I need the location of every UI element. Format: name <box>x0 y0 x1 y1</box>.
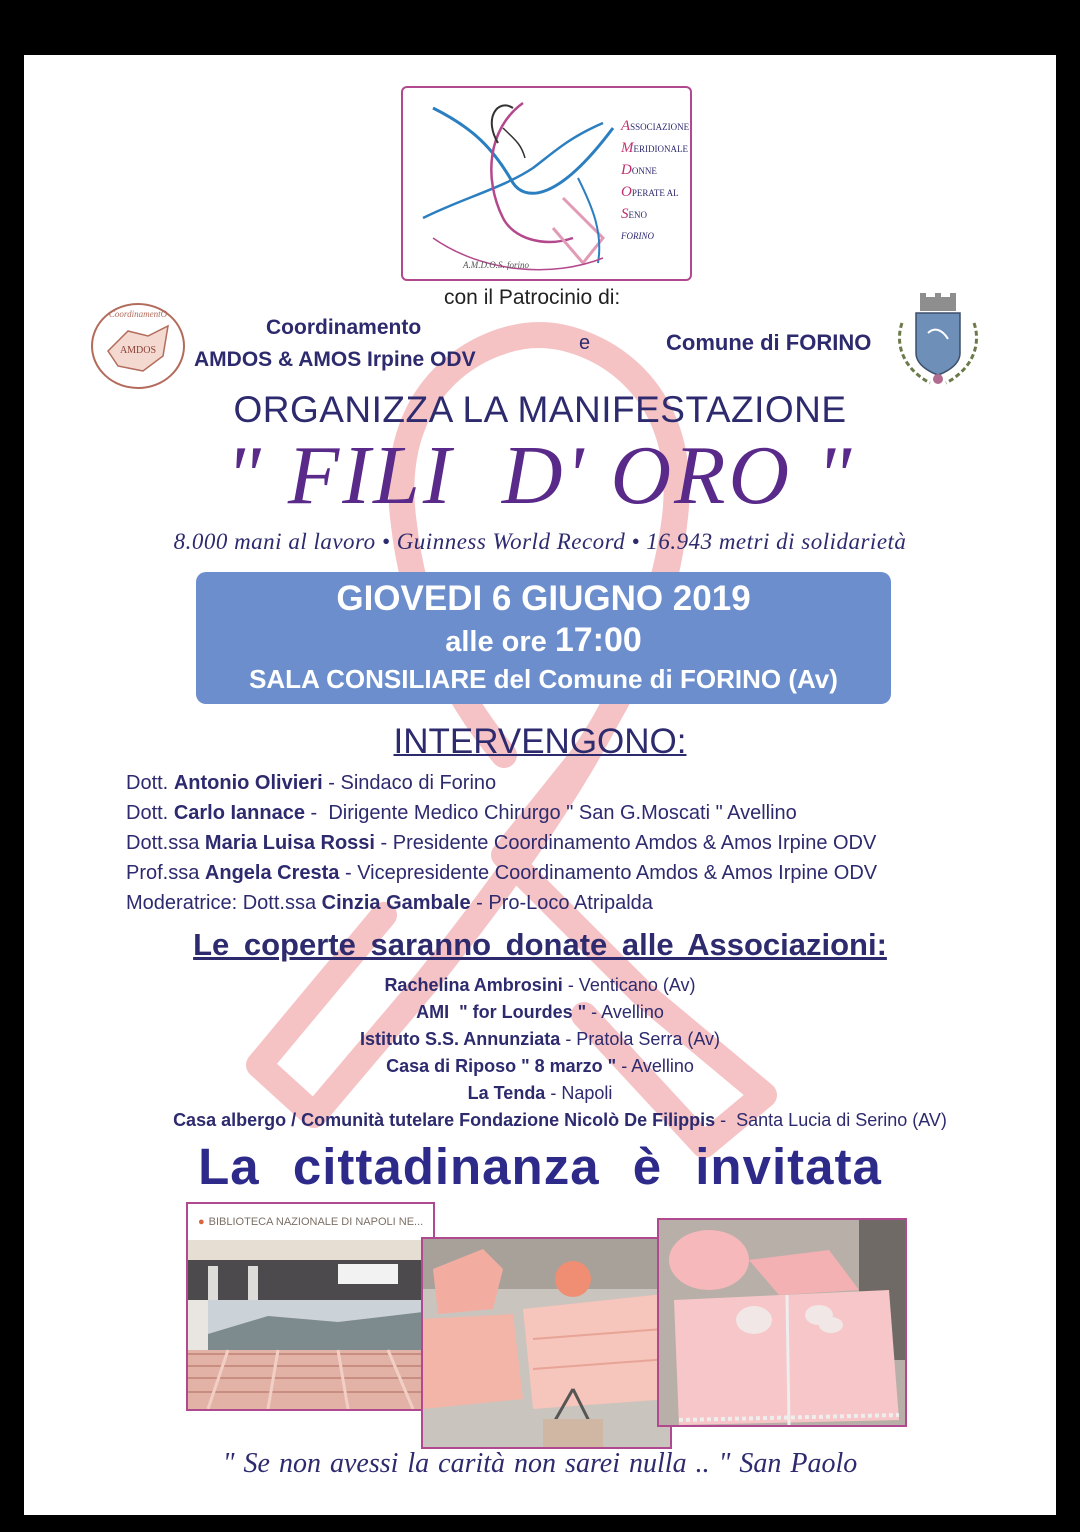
knitting-scene <box>423 1239 670 1447</box>
library-photo <box>186 1202 435 1411</box>
forino-coat-of-arms-icon <box>890 293 986 391</box>
acronym-place: FORINO <box>621 231 654 241</box>
speaker-row: Dott. Carlo Iannace - Dirigente Medico Chirurgo " San G.Moscati " Avellino <box>126 802 797 824</box>
associations-heading: Le coperte saranno donate alle Associazioni: <box>193 927 887 962</box>
speaker-row: Dott. Antonio Olivieri - Sindaco di Forino <box>126 772 497 794</box>
event-title: " FILI D' ORO " <box>225 429 855 522</box>
invitation-banner: La cittadinanza è invitata <box>198 1138 882 1195</box>
logo-arc-text: A.M.D.O.S. forino <box>463 260 529 270</box>
coordinamento-title: Coordinamento <box>266 316 422 339</box>
association-row: AMI " for Lourdes " - Avellino <box>416 1002 664 1022</box>
comune-label: Comune di FORINO <box>666 330 872 355</box>
acronym-line: DONNE <box>621 162 657 178</box>
event-venue: SALA CONSILIARE del Comune di FORINO (Av) <box>249 664 838 694</box>
event-tagline: 8.000 mani al lavoro • Guinness World Record • 16.943 metri di solidarietà <box>173 529 907 554</box>
acronym-line: SENO <box>621 206 647 222</box>
associations-list <box>24 972 1056 1134</box>
speaker-row: Dott.ssa Maria Luisa Rossi - Presidente Coordinamento Amdos & Amos Irpine ODV <box>126 832 877 854</box>
date-panel <box>196 572 891 704</box>
speaker-row: Prof.ssa Angela Cresta - Vicepresidente Coordinamento Amdos & Amos Irpine ODV <box>126 862 878 884</box>
association-row: Istituto S.S. Annunziata - Pratola Serra (Av) <box>359 1029 721 1049</box>
event-time: 17:00 <box>554 621 642 659</box>
closing-quote: " Se non avessi la carità non sarei nulla .. " San Paolo <box>222 1448 858 1479</box>
photo-caption-bar: ● BIBLIOTECA NAZIONALE DI NAPOLI NE... <box>188 1204 433 1240</box>
badge-top-text: CoordinamentO <box>108 309 168 319</box>
dove-woman-icon <box>403 88 623 278</box>
coordinamento-badge-icon <box>88 301 188 391</box>
library-scene <box>188 1204 433 1409</box>
time-prefix: alle ore <box>445 626 547 658</box>
association-row: Casa albergo / Comunità tutelare Fondazione Nicolò De Filippis - Santa Lucia di Serino (AV) <box>173 1110 947 1130</box>
badge-center-text: AMDOS <box>119 345 157 356</box>
event-time-line <box>196 621 891 660</box>
association-row: Casa di Riposo " 8 marzo " - Avellino <box>386 1056 694 1076</box>
amdos-logo <box>401 86 692 281</box>
poster <box>24 55 1056 1515</box>
speakers-list <box>126 768 877 918</box>
and-word: e <box>579 332 591 354</box>
knitting-photo <box>421 1237 672 1449</box>
coordinamento-subtitle: AMDOS & AMOS Irpine ODV <box>194 348 476 371</box>
association-row: Rachelina Ambrosini - Venticano (Av) <box>384 975 696 995</box>
association-row: La Tenda - Napoli <box>467 1083 613 1103</box>
amdos-acronym <box>621 116 689 247</box>
acronym-line: OPERATE AL <box>621 184 679 200</box>
speakers-heading: INTERVENGONO: <box>393 722 687 761</box>
location-pin-icon: ● <box>198 1216 205 1228</box>
acronym-line: MERIDIONALE <box>621 140 688 156</box>
blankets-scene <box>659 1220 905 1425</box>
patrocinio-label: con il Patrocinio di: <box>444 286 621 309</box>
blankets-photo <box>657 1218 907 1427</box>
organizza-heading: ORGANIZZA LA MANIFESTAZIONE <box>233 389 847 430</box>
speaker-row: Moderatrice: Dott.ssa Cinzia Gambale - Pro-Loco Atripalda <box>126 892 653 914</box>
event-date: GIOVEDI 6 GIUGNO 2019 <box>336 579 751 618</box>
acronym-line: ASSOCIAZIONE <box>621 118 690 134</box>
